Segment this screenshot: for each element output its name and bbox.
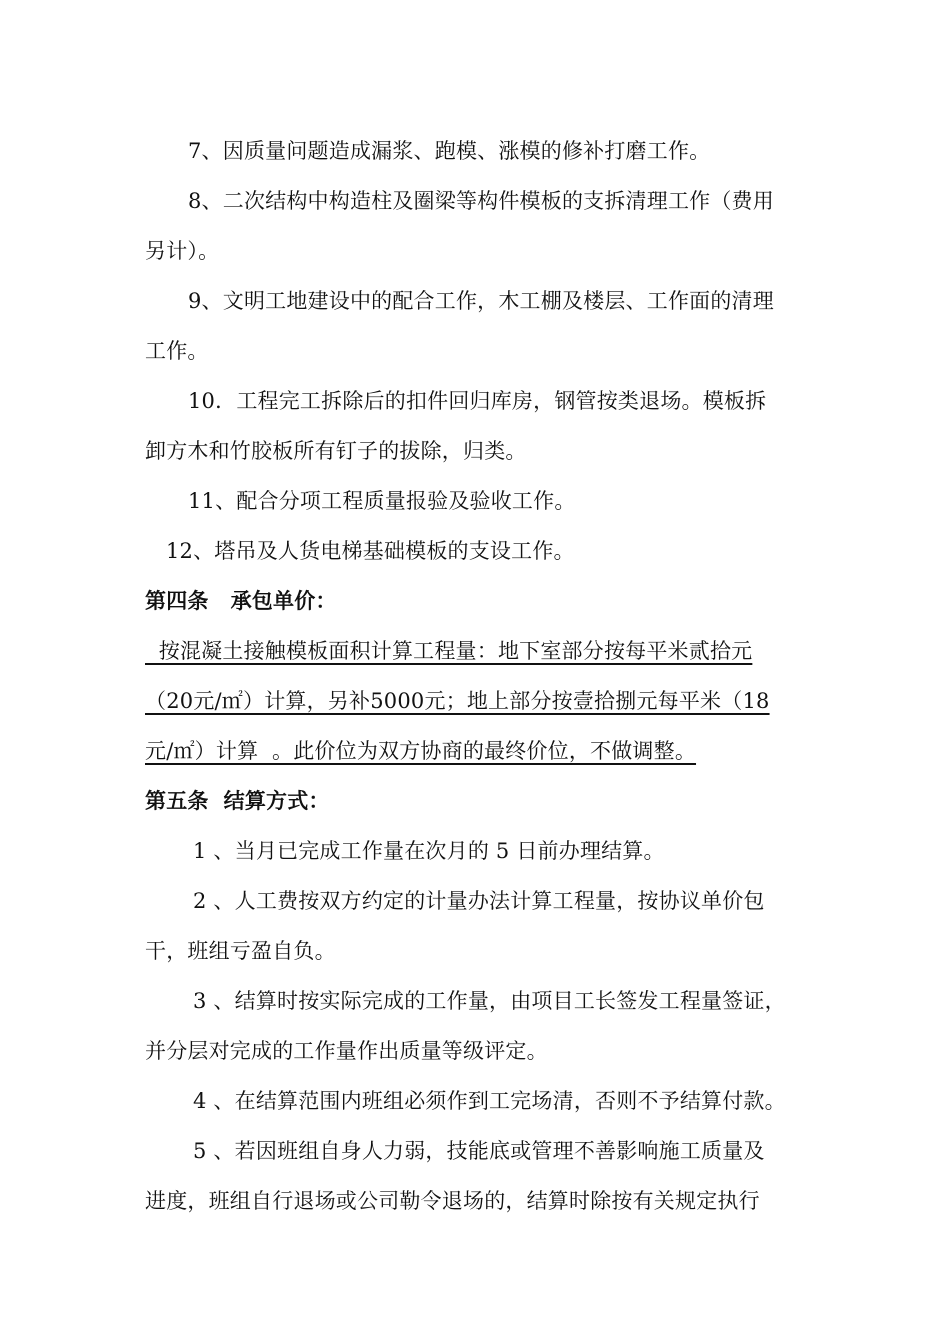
clause-8: 8、二次结构中构造柱及圈梁等构件模板的支拆清理工作（费用 <box>188 189 774 213</box>
unit-price-line-1: 按混凝土接触模板面积计算工程量：地下室部分按每平米贰拾元 <box>145 639 753 663</box>
clause-8-cont: 另计）。 <box>145 239 220 263</box>
clause-9-cont: 工作。 <box>145 339 209 363</box>
unit-price-line-3: 元/㎡）计算 。此价位为双方协商的最终价位，不做调整。 <box>145 739 697 763</box>
settlement-3: 3 、结算时按实际完成的工作量，由项目工长签发工程量签证， <box>193 989 786 1013</box>
settlement-5: 5 、若因班组自身人力弱，技能底或管理不善影响施工质量及 <box>193 1139 765 1163</box>
article-5-heading: 第五条 结算方式： <box>145 788 330 813</box>
article-4-number: 第四条 <box>145 588 209 613</box>
clause-7: 7、因质量问题造成漏浆、跑模、涨模的修补打磨工作。 <box>188 139 711 163</box>
settlement-1: 1 、当月已完成工作量在次月的 5 日前办理结算。 <box>193 839 665 863</box>
clause-12: 12、塔吊及人货电梯基础模板的支设工作。 <box>166 539 575 563</box>
clause-11: 11、配合分项工程质量报验及验收工作。 <box>188 489 576 513</box>
unit-price-line-2: （20元/㎡）计算，另补5000元；地上部分按壹拾捌元每平米（18 <box>145 689 770 713</box>
article-4-title: 承包单价： <box>230 588 337 613</box>
settlement-4: 4 、在结算范围内班组必须作到工完场清，否则不予结算付款。 <box>193 1089 786 1113</box>
settlement-2: 2 、人工费按双方约定的计量办法计算工程量，按协议单价包 <box>193 889 765 913</box>
clause-10: 10．工程完工拆除后的扣件回归库房，钢管按类退场。模板拆 <box>188 389 767 413</box>
settlement-2-cont: 干，班组亏盈自负。 <box>145 939 336 963</box>
clause-9: 9、文明工地建设中的配合工作，木工棚及楼层、工作面的清理 <box>188 289 774 313</box>
settlement-5-cont: 进度，班组自行退场或公司勒令退场的，结算时除按有关规定执行 <box>145 1189 760 1213</box>
settlement-3-cont: 并分层对完成的工作量作出质量等级评定。 <box>145 1039 548 1063</box>
clause-10-cont: 卸方木和竹胶板所有钉子的拔除，归类。 <box>145 439 527 463</box>
article-4-heading <box>145 586 815 616</box>
